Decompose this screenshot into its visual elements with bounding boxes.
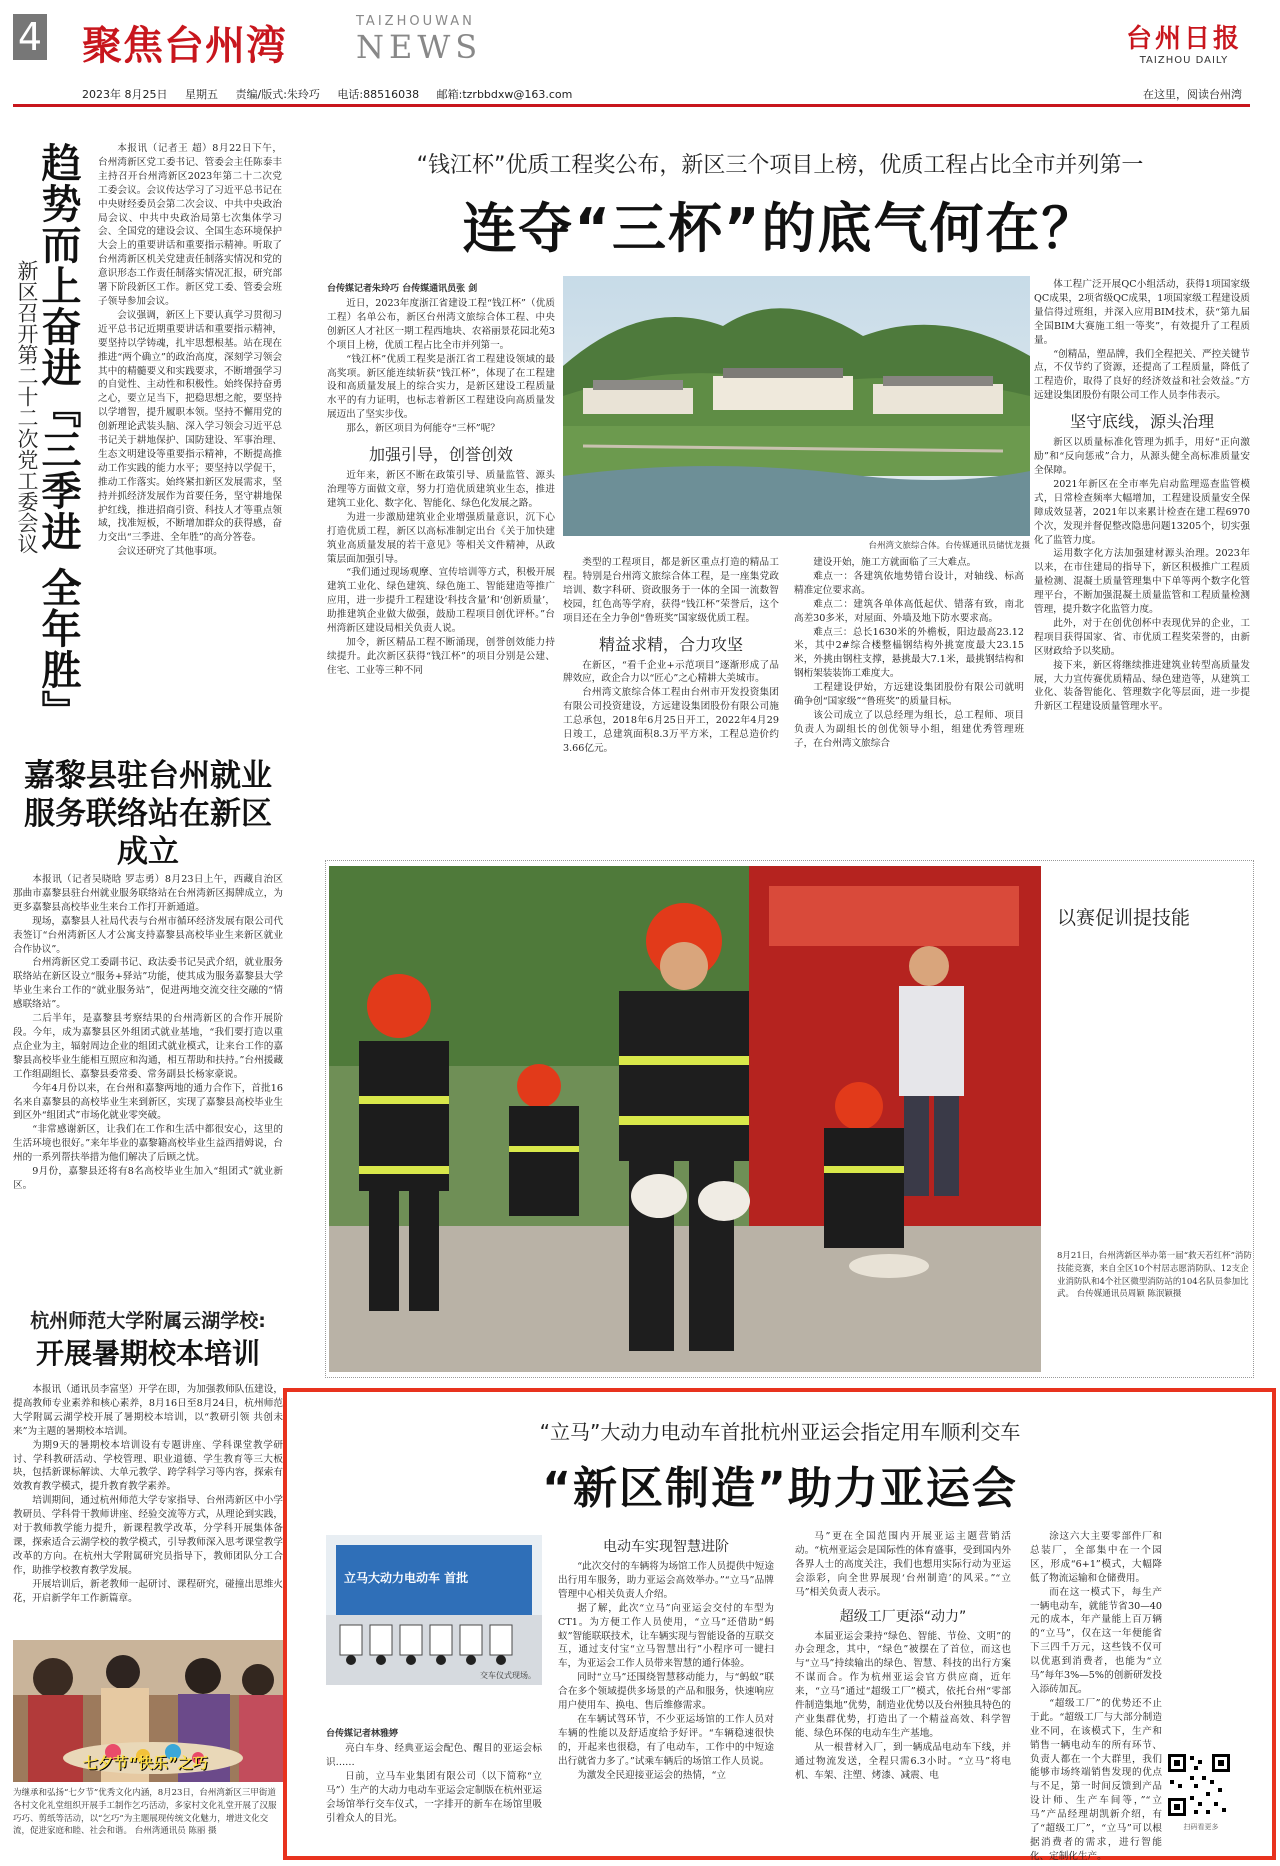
asian-column-4 [1030, 1530, 1162, 1864]
paragraph: 本报讯（通讯员李富坚）开学在即，为加强教师队伍建设，提高教师专业素养和核心素养，8月16日至8月24日，杭州师范大学附属云湖学校开展了暑期校本培训，以“教研引领 共创未来”为主题的暑期校本培训。 [13, 1384, 283, 1437]
paragraph: “创精品，塑品牌，我们全程把关、严控关键节点，不仅节约了资源，还提高了工程质量，降低了工程造价，取得了良好的经济效益和社会效益。”方远建设集团股份有限公司工作人员李伟表示。 [1034, 348, 1250, 402]
paragraph: 本报讯（记者吴晓晗 罗志勇）8月23日上午，西藏自治区那曲市嘉黎县驻台州就业服务联络站在台州湾新区揭牌成立，为更多嘉黎县高校毕业生来台工作打开新通道。 [13, 874, 283, 913]
main-section-3-title: 坚守底线，源头治理 [1069, 412, 1214, 432]
qixi-photo-title: 七夕节“快乐”之巧 [83, 1754, 208, 1772]
section-title: 聚焦台州湾 [82, 23, 287, 69]
main-column-3 [794, 556, 1024, 751]
asian-section-1-title: 电动车实现智慧进阶 [603, 1539, 729, 1555]
paragraph: 为激发全民迎接亚运会的热情，“立 [577, 1769, 726, 1781]
paragraph: 为期9天的暑期校本培训设有专题讲座、学科课堂教学研讨、学科教研活动、学校管理、职业道德、学生教育等三大板块，包括新课标解读、大单元教学、跨学科学习等内容，探索有效教育教学模式，提升教育教学素养。 [13, 1439, 283, 1493]
paragraph: “超级工厂”的优势还不止于此。“超级工厂与大部分制造业不同，在该模式下，生产和销售一辆电动车的所有环节、负责人都在一个大群里，我们能够市场终端销售发现的优点与不足，第一时间反馈到产品设计师、生产车间等，”“立马”产品经理胡凯新介绍，有了“超级工厂”，“立马”可以根据消费者的需求，进行智能化、定制化生产。 [1030, 1697, 1162, 1862]
brand-en: TAIZHOU DAILY [1139, 55, 1229, 66]
slogan: 在这里，阅读台州湾 [1143, 88, 1242, 101]
asian-section-2-title: 超级工厂更添“动力” [839, 1608, 967, 1625]
paragraph: 运用数字化方法加强建材源头治理。2023年以来，在市住建局的指导下，新区积极推广工程质量检测、混凝土质量管理集中下单等两个数字化管理平台，不断加强混凝土质量监管和工程质量检测管理，提升数字化监管力度。 [1034, 548, 1250, 616]
party-subhead: 新区召开第二十二次党工委会议 [15, 260, 39, 554]
editor-credit: 责编/版式:朱玲巧 [235, 88, 320, 101]
masthead-rule [13, 104, 1250, 107]
paragraph: 从一根普材入厂，到一辆成品电动车下线，并通过物流发送，全程只需6.3小时。“立马”将电机、车架、注塑、烤漆、减震、电 [795, 1741, 1011, 1781]
paragraph: 近年来，新区不断在政策引导、质量监管、源头治理等方面做文章，努力打造优质建筑业生态，推进建筑工业化、数字化、智能化、绿色化发展之路。 [327, 470, 555, 509]
qixi-photo [13, 1640, 283, 1782]
page-number: 4 [13, 14, 47, 60]
paragraph: 在车辆试驾环节，不少亚运场馆的工作人员对车辆的性能以及舒适度给予好评。“车辆稳速很快的，开起来也很稳，有了电动车，工作中的中短途出行就省力多了。”试乘车辆后的场馆工作人员说。 [558, 1713, 774, 1767]
paragraph: 体工程广泛开展QC小组活动，获得1项国家级QC成果，2项省级QC成果，1项国家级工程建设质量信得过班组，并深入应用BIM技术，获“第九届全国BIM大赛施工组一等奖”，有效提升了工程质量。 [1034, 279, 1250, 346]
paragraph: 难点三：总长1630米的外檐板，阳边最高23.12米，其中2#综合楼整榀钢结构外挑宽度最大23.15米，外挑由钢柱支撑，悬挑最大7.1米，最挑钢结构和钢桁架装装饰工难度大。 [794, 626, 1024, 680]
delivery-photo-caption: 交车仪式现场。 [480, 1671, 536, 1680]
paragraph: 该公司成立了以总经理为组长，总工程师、项目负责人为副组长的创优领导小组，组建优秀管理班子，在台州湾文旅综合 [794, 709, 1024, 749]
main-column-4 [1034, 278, 1250, 714]
hznu-headline-line1: 杭州师范大学附属云湖学校: [30, 1310, 266, 1332]
delivery-ceremony-photo [326, 1535, 542, 1685]
paragraph: 日前，立马车业集团有限公司（以下简称“立马”）生产的大动力电动车亚运会定制版在杭州亚运会场馆举行交车仪式，一字排开的新车在场馆里吸引着众人的目光。 [326, 1770, 542, 1824]
paragraph: 新区以质量标准化管理为抓手，用好“正向激励”和“反向惩戒”合力，从源头健全高标准质量安全保障。 [1034, 437, 1250, 476]
paragraph: 涂这六大主要零部件厂和总装厂，全部集中在一个园区，形成“6+1”模式，大幅降低了物流运输和仓储费用。 [1030, 1531, 1162, 1584]
paragraph: 现场，嘉黎县人社局代表与台州市循环经济发展有限公司代表签订“台州湾新区人才公寓支持嘉黎县高校毕业生来新区就业合作协议”。 [13, 915, 283, 955]
fire-drill-caption: 8月21日，台州湾新区举办第一届“救天若红杯”消防技能竞赛，来自全区10个村居志愿消防队、12支企业消防队和4个社区微型消防站的104名队员参加比武。 台传媒通讯员周颖 陈泯颖摄 [1057, 1251, 1252, 1300]
paragraph: 本报讯（记者王 超）8月22日下午，台州湾新区党工委书记、管委会主任陈泰丰主持召开台州湾新区2023年第二十二次党工委会议。会议传达学习了习近平总书记在中央财经委员会第二次会议、中共中央政治局会议、中共中央政治局第七次集体学习会、全国党的建设会议、全国生态环境保护大会上的重要讲话和重要指示精神。听取了台州湾新区机关党建责任制落实情况和党的意识形态工作责任制落实情况汇报，研究部署下阶段新区工作。新区党工委、管委会班子领导参加会议。 [98, 143, 282, 307]
paragraph: 会议强调，新区上下要认真学习贯彻习近平总书记近期重要讲话和重要指示精神，要坚持以学铸魂，扎牢思想根基。站在现在推进“两个确立”的政治高度，深刻学习领会其中的精髓要义和实践要求，不断增强学习的自觉性、主动性和积极性。始终保持奋勇之心，要立足当下，把稳思想之舵，要坚持以学增智，提升履职本领。坚持不懈用党的创新理论武装头脑、深入学习领会习近平总书记关于耕地保护、国防建设、军事治理、生态文明建设等重要指示精神，不断提高推动工作实践的能力水平；要坚持以学促干，推动工作落实。始终紧扣新区发展需求，坚持并抓经济发展作为首要任务，坚守耕地保护红线，推进招商引资、科技人才等重点领域，找准短板，不断增加群众的获得感，奋力交出“三季进、全年胜”的高分答卷。 [98, 309, 282, 544]
main-headline: 连夺“三杯”的底气何在？ [462, 197, 1098, 260]
party-headline: 趋势而上奋进『三季进 全年胜』 [35, 142, 81, 731]
paragraph: 而在这一模式下，每生产一辆电动车，就能节省30—40元的成本，年产量能上百万辆的“立马”，仅在这一年便能省下三四千万元，这些钱不仅可以优惠到消费者，也能为“立马”每年3%—5%的创新研发投入添砖加瓦。 [1030, 1586, 1162, 1695]
info-bar [82, 86, 586, 102]
paragraph: 近日，2023年度浙江省建设工程“钱江杯”（优质工程）名单公布，新区台州湾文旅综合体工程、中央创新区人才社区一期工程西地块、农裕丽景花园北苑3个项目上榜，优质工程占比全市并列第一。 [327, 298, 555, 351]
paragraph: 本届亚运会秉持“绿色、智能、节俭、文明”的办会理念，其中，“绿色”被摆在了首位，而这也与“立马”持续输出的绿色、智慧、科技的出行方案不谋而合。作为杭州亚运会官方供应商，近年来，“立马”通过“超级工厂”模式，依托台州“零部件制造集地”优势，制造业优势以及台州独具特色的产业集群优势，打造出了一个精益高效、科学智能、绿色环保的电动车生产基地。 [795, 1630, 1011, 1739]
paragraph: 二后半年，是嘉黎县考察结果的台州湾新区的合作开展阶段。今年，成为嘉黎县区外组团式就业基地，“我们要打造以重点企业为主，辐射周边企业的组团式就业模式，让来台工作的嘉黎县高校毕业生能相互照应和沟通，相互帮助和扶持。”台州援藏工作组副组长、嘉黎县委常委、常务副县长杨家豪说。 [13, 1013, 283, 1080]
asian-column-2 [558, 1530, 774, 1783]
email-address: 邮箱:tzrbbdxw@163.com [436, 88, 573, 101]
paragraph: 会议还研究了其他事项。 [117, 546, 223, 558]
cultural-complex-caption: 台州湾文旅综合体。台传媒通讯员储忧龙摄 [868, 541, 1030, 551]
paragraph: 今年4月份以来，在台州和嘉黎两地的通力合作下，首批16名来自嘉黎县的高校毕业生来到新区，实现了嘉黎县高校毕业生到区外“组团式”市场化就业零突破。 [13, 1082, 283, 1122]
paragraph: 2021年新区在全市率先启动监理巡查监管模式，日常检查频率大幅增加，工程建设质量安全保障成效显著，2021年以来累计检查在建工程6970个次，发现并督促整改隐患问题13205个，切实强化了监管力度。 [1034, 478, 1250, 546]
asian-byline: 台传媒记者林雅婷 [326, 1729, 399, 1739]
paragraph: 类型的工程项目，都是新区重点打造的精品工程。特别是台州湾文旅综合体工程，是一座集党政培训、数字科研、资政服务于一体的全国一流数智校园，红色高等学府，获得“钱江杯”荣誉后，这个项目还在全力争创“鲁班奖”国家级优质工程。 [563, 557, 779, 624]
paragraph: 接下来，新区将继续推进建筑业转型高质量发展，大力宣传赛优质精品、绿色建造等，从建筑工业化、装备智能化、管理数字化等层面，进一步提升新区工程建设质量管理水平。 [1034, 659, 1250, 713]
main-column-2 [563, 556, 779, 756]
main-section-1-title: 加强引导，创誉创效 [368, 445, 513, 465]
party-article-body [98, 142, 282, 559]
newspaper-brand [1126, 18, 1242, 66]
paragraph: 同时“立马”还围绕智慧移动能力，与“蚂蚁”联合在多个领域提供多场景的产品和服务，快速响应用户使用车、换电、售后维修需求。 [558, 1672, 774, 1712]
asian-column-3 [795, 1530, 1011, 1783]
issue-weekday: 星期五 [185, 88, 218, 101]
main-section-2-title: 精益求精，合力攻坚 [598, 634, 743, 654]
asian-games-kicker: “立马”大动力电动车首批杭州亚运会指定用车顺利交车 [539, 1420, 1021, 1444]
paragraph: 建设开始，施工方就面临了三大难点。 [813, 557, 977, 568]
delivery-photo-banner: 立马大动力电动车 首批 [344, 1571, 469, 1585]
jiali-article-body [13, 873, 283, 1193]
paragraph: 在新区，“看千企业+示范项目”逐渐形成了品牌效应，政企合力以“匠心”之心精耕大美城市。 [563, 659, 779, 685]
issue-date: 2023年 8月25日 [82, 88, 168, 101]
paragraph: 此外，对于在创优创杯中表现优异的企业，工程项目获得国家、省、市优质工程奖荣誉的，由新区财政给予以奖励。 [1034, 617, 1250, 657]
paragraph: 台州湾文旅综合体工程由台州市开发投资集团有限公司投资建设，方远建设集团股份有限公司施工总承包，2018年6月25日开工，2022年4月29日竣工，总建筑面积8.3万平方米，工程总造价约3.66亿元。 [563, 687, 779, 754]
jiali-headline: 嘉黎县驻台州就业服务联络站在新区成立 [24, 758, 272, 870]
paragraph: 为进一步激励建筑业企业增强质量意识，沉下心打造优质工程，新区以高标准制定出台《关于加快建筑业高质量发展的若干意见》等相关文件精神，从政策层面加强引导。 [327, 511, 555, 565]
paragraph: “非常感谢新区，让我们在工作和生活中都很安心，这里的生活环境也很好。”来年毕业的嘉黎籍高校毕业生益西措姆说，台州的一系列帮扶举措为他们解决了后顾之忧。 [13, 1124, 283, 1164]
paragraph: 亮白车身、经典亚运会配色、醒目的亚运会标识…… [326, 1743, 542, 1768]
paragraph: “我们通过现场观摩、宣传培训等方式，积极开展建筑工业化、绿色建筑、绿色施工、智能建造等推广应用，进一步提升工程建设‘科技含量’和‘创新质量’，助推建筑企业做大做强，鼓励工程项目创优评杯。”台州湾新区建设局相关负责人说。 [327, 567, 555, 635]
paragraph: “此次交付的车辆将为场馆工作人员提供中短途出行用车服务，助力亚运会高效举办。”“立马”品牌管理中心相关负责人介绍。 [558, 1561, 774, 1600]
paragraph: 培训期间，通过杭州师范大学专家指导、台州湾新区中小学教研员、学科骨干教师讲座、经验交流等方式，从理论到实践，对于教师教学能力提升，新课程教学改革，分学科开展集体备课，探索适合云湖学校的教学模式，引导教师深入思考课堂教学改革的方向。在杭州大学附属研究员指导下，教师团队分工合作，助推学校教育教学发展。 [13, 1495, 283, 1576]
paragraph: 台州湾新区党工委副书记、政法委书记吴武介绍，就业服务联络站在新区设立“服务+驿站”功能，使其成为服务嘉黎县大学毕业生来台工作的“就业服务站”，促进两地交流交往交融的“情感联络站”。 [13, 957, 283, 1011]
main-byline: 台传媒记者朱玲巧 台传媒通讯员张 剑 [327, 284, 478, 294]
fire-drill-photo [329, 866, 1041, 1372]
cultural-complex-photo [563, 276, 1030, 536]
asian-games-headline: “新区制造”助力亚运会 [542, 1463, 1018, 1514]
paragraph: 难点一：各建筑依地势错台设计，对轴线、标高精准定位要求高。 [794, 570, 1024, 596]
qr-code[interactable] [1166, 1752, 1232, 1818]
qixi-caption: 为继承和弘扬“七夕节”优秀文化内涵，8月23日，台州湾新区三甲街道各村文化礼堂组织开展手工制作乞巧活动，多家村文化礼堂开展了汉服巧巧、剪纸等活动，以“乞巧”为主题展现传统文化魅力，增进文化交流，促进家庭和睦、社会和谐。 台州湾通讯员 陈丽 摄 [13, 1788, 277, 1837]
paragraph: 那么，新区项目为何能夺“三杯”呢？ [346, 423, 500, 435]
section-en-small: TAIZHOUWAN [356, 14, 475, 29]
brand-cn: 台州日报 [1125, 24, 1242, 54]
hznu-article-body [13, 1383, 283, 1606]
qr-caption: 扫码看更多 [1183, 1823, 1219, 1831]
paragraph: “钱江杯”优质工程奖是浙江省工程建设领域的最高奖项。新区能连续斩获“钱江杯”，体现了在工程建设和高质量发展上的综合实力，是新区建设工程质量水平的有力证明，也标志着新区工程建设向高质量发展迈出了坚实步伐。 [327, 353, 555, 421]
fire-drill-title: 以赛促训提技能 [1057, 907, 1191, 929]
asian-column-1 [326, 1723, 542, 1825]
paragraph: 开展培训后，新老教师一起研讨、课程研究，碰撞出思维火花，开启新学年工作新篇章。 [13, 1578, 283, 1604]
hznu-headline-line2: 开展暑期校本培训 [35, 1337, 260, 1370]
paragraph: 难点二：建筑各单体高低起伏、错落有致，南北高差30多米，对屋面、外墙及地下防水要求高。 [794, 598, 1024, 624]
section-en-large: NEWS [356, 28, 483, 66]
paragraph: 据了解，此次“立马”向亚运会交付的车型为CT1。为方便工作人员使用，“立马”还借助“蚂蚁”智能联联技术，让车辆实现与智能设备的互联交互，通过支付宝“立马智慧出行”小程序可一键扫车，为亚运会工作人员带来智慧的通行体验。 [558, 1602, 774, 1670]
paragraph: 加令，新区精品工程不断涌现，创誉创效能力持续提升。此次新区获得“钱江杯”的项目分别是公建、住宅、工业等三种不同 [327, 636, 555, 676]
phone-number: 电话:88516038 [337, 88, 420, 101]
main-column-1 [327, 278, 555, 678]
paragraph: 马”更在全国范围内开展亚运主题营销活动。“杭州亚运会是国际性的体育盛事，受到国内外各界人士的高度关注，我们也想用实际行动为亚运会添彩，向全世界展现‘台州制造’的风采。”“立马”相关负责人表示。 [795, 1531, 1011, 1598]
paragraph: 工程建设伊始，方远建设集团股份有限公司就明确争创“国家级”“鲁班奖”的质量目标。 [794, 682, 1024, 708]
main-kicker: “钱江杯”优质工程奖公布，新区三个项目上榜，优质工程占比全市并列第一 [416, 153, 1144, 178]
paragraph: 9月份，嘉黎县还将有8名高校毕业生加入“组团式”就业新区。 [13, 1166, 283, 1191]
